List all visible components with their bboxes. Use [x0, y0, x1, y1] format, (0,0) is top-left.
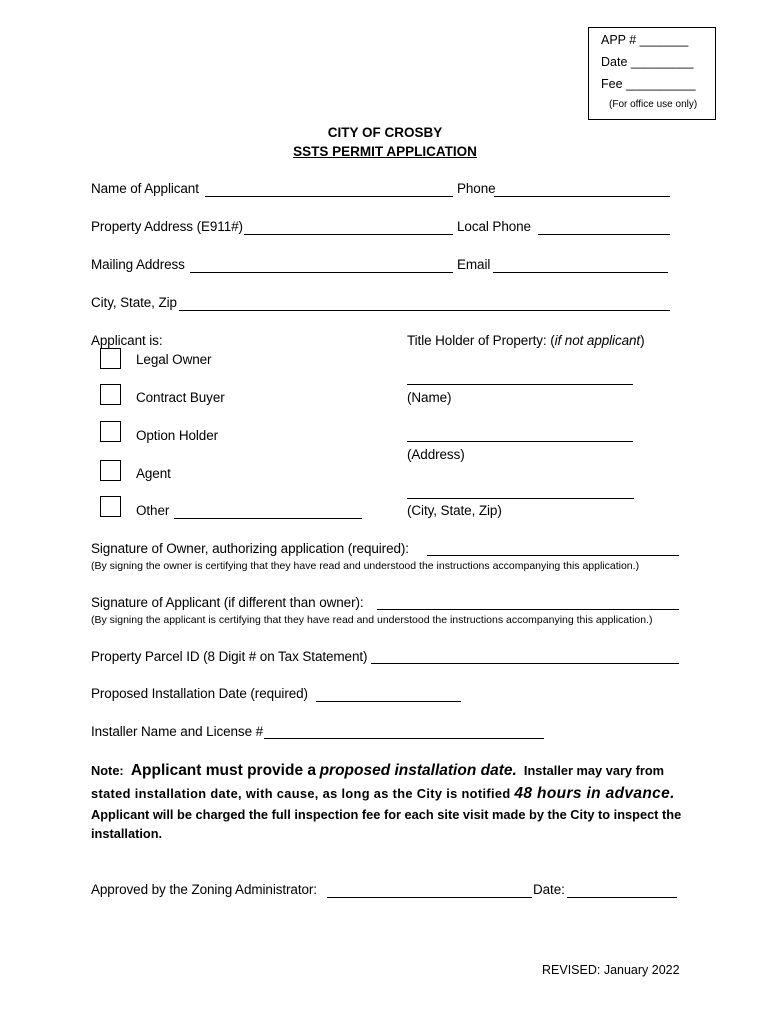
applicant-signature-label: Signature of Applicant (if different than owner):	[91, 595, 364, 610]
email-label: Email	[457, 257, 491, 272]
parcel-id-label: Property Parcel ID (8 Digit # on Tax Statement)	[91, 649, 368, 664]
name-of-applicant-label: Name of Applicant	[91, 181, 199, 196]
owner-signature-label: Signature of Owner, authorizing application (required):	[91, 541, 409, 556]
option-holder-checkbox[interactable]	[100, 421, 121, 442]
applicant-signature-line[interactable]	[377, 609, 679, 610]
agent-label: Agent	[136, 466, 171, 481]
email-line[interactable]	[493, 272, 668, 273]
phone-line[interactable]	[494, 196, 670, 197]
revised-date: REVISED: January 2022	[542, 963, 680, 977]
approval-date-label: Date:	[533, 882, 565, 897]
property-address-label: Property Address (E911#)	[91, 219, 243, 234]
approved-by-line[interactable]	[327, 897, 532, 898]
other-label: Other	[136, 503, 170, 518]
title-holder-city-label: (City, State, Zip)	[407, 503, 502, 518]
approval-date-line[interactable]	[567, 897, 677, 898]
other-line[interactable]	[174, 518, 362, 519]
approved-by-label: Approved by the Zoning Administrator:	[91, 882, 317, 897]
note-line-3: Applicant will be charged the full inspection fee for each site visit made by the City to inspect the	[91, 807, 682, 822]
parcel-id-line[interactable]	[371, 663, 679, 664]
name-of-applicant-line[interactable]	[205, 196, 453, 197]
office-date-field: Date _________	[601, 55, 694, 69]
property-address-line[interactable]	[244, 234, 453, 235]
agent-checkbox[interactable]	[100, 460, 121, 481]
title-holder-city-line[interactable]	[407, 498, 634, 499]
owner-signature-line[interactable]	[427, 555, 679, 556]
office-use-note: (For office use only)	[609, 99, 698, 110]
title-holder-name-label: (Name)	[407, 390, 452, 405]
note-line-2: stated installation date, with cause, as long as the City is notified 48 hours in advance.	[91, 785, 675, 802]
install-date-line[interactable]	[316, 701, 461, 702]
fee-field: Fee __________	[601, 77, 696, 91]
title-holder-label: Title Holder of Property: (if not applicant)	[407, 333, 645, 348]
city-state-zip-label: City, State, Zip	[91, 295, 177, 310]
contract-buyer-label: Contract Buyer	[136, 390, 225, 405]
note-label: Note:	[91, 763, 124, 778]
form-title: SSTS PERMIT APPLICATION	[293, 144, 477, 159]
option-holder-label: Option Holder	[136, 428, 218, 443]
office-use-box	[588, 27, 716, 120]
city-state-zip-line[interactable]	[179, 310, 670, 311]
legal-owner-label: Legal Owner	[136, 352, 212, 367]
note-line-4: installation.	[91, 826, 163, 841]
applicant-signature-note: (By signing the applicant is certifying that they have read and understood the instructions accompanying this application.)	[91, 614, 653, 626]
city-title: CITY OF CROSBY	[327, 125, 443, 140]
phone-label: Phone	[457, 181, 496, 196]
contract-buyer-checkbox[interactable]	[100, 384, 121, 405]
local-phone-line[interactable]	[538, 234, 670, 235]
title-holder-name-line[interactable]	[407, 384, 633, 385]
owner-signature-note: (By signing the owner is certifying that they have read and understood the instructions accompanying this application.)	[91, 560, 640, 572]
other-checkbox[interactable]	[100, 496, 121, 517]
mailing-address-label: Mailing Address	[91, 257, 185, 272]
applicant-is-label: Applicant is:	[91, 333, 163, 348]
legal-owner-checkbox[interactable]	[100, 348, 121, 369]
installer-line[interactable]	[264, 738, 544, 739]
local-phone-label: Local Phone	[457, 219, 531, 234]
title-holder-address-line[interactable]	[407, 441, 633, 442]
app-number-field: APP # _______	[601, 33, 689, 47]
title-holder-address-label: (Address)	[407, 447, 465, 462]
installer-label: Installer Name and License #	[91, 724, 264, 739]
install-date-label: Proposed Installation Date (required)	[91, 686, 308, 701]
mailing-address-line[interactable]	[190, 272, 453, 273]
note-line-1: Note: Applicant must provide a proposed installation date. Installer may vary from	[91, 762, 665, 779]
